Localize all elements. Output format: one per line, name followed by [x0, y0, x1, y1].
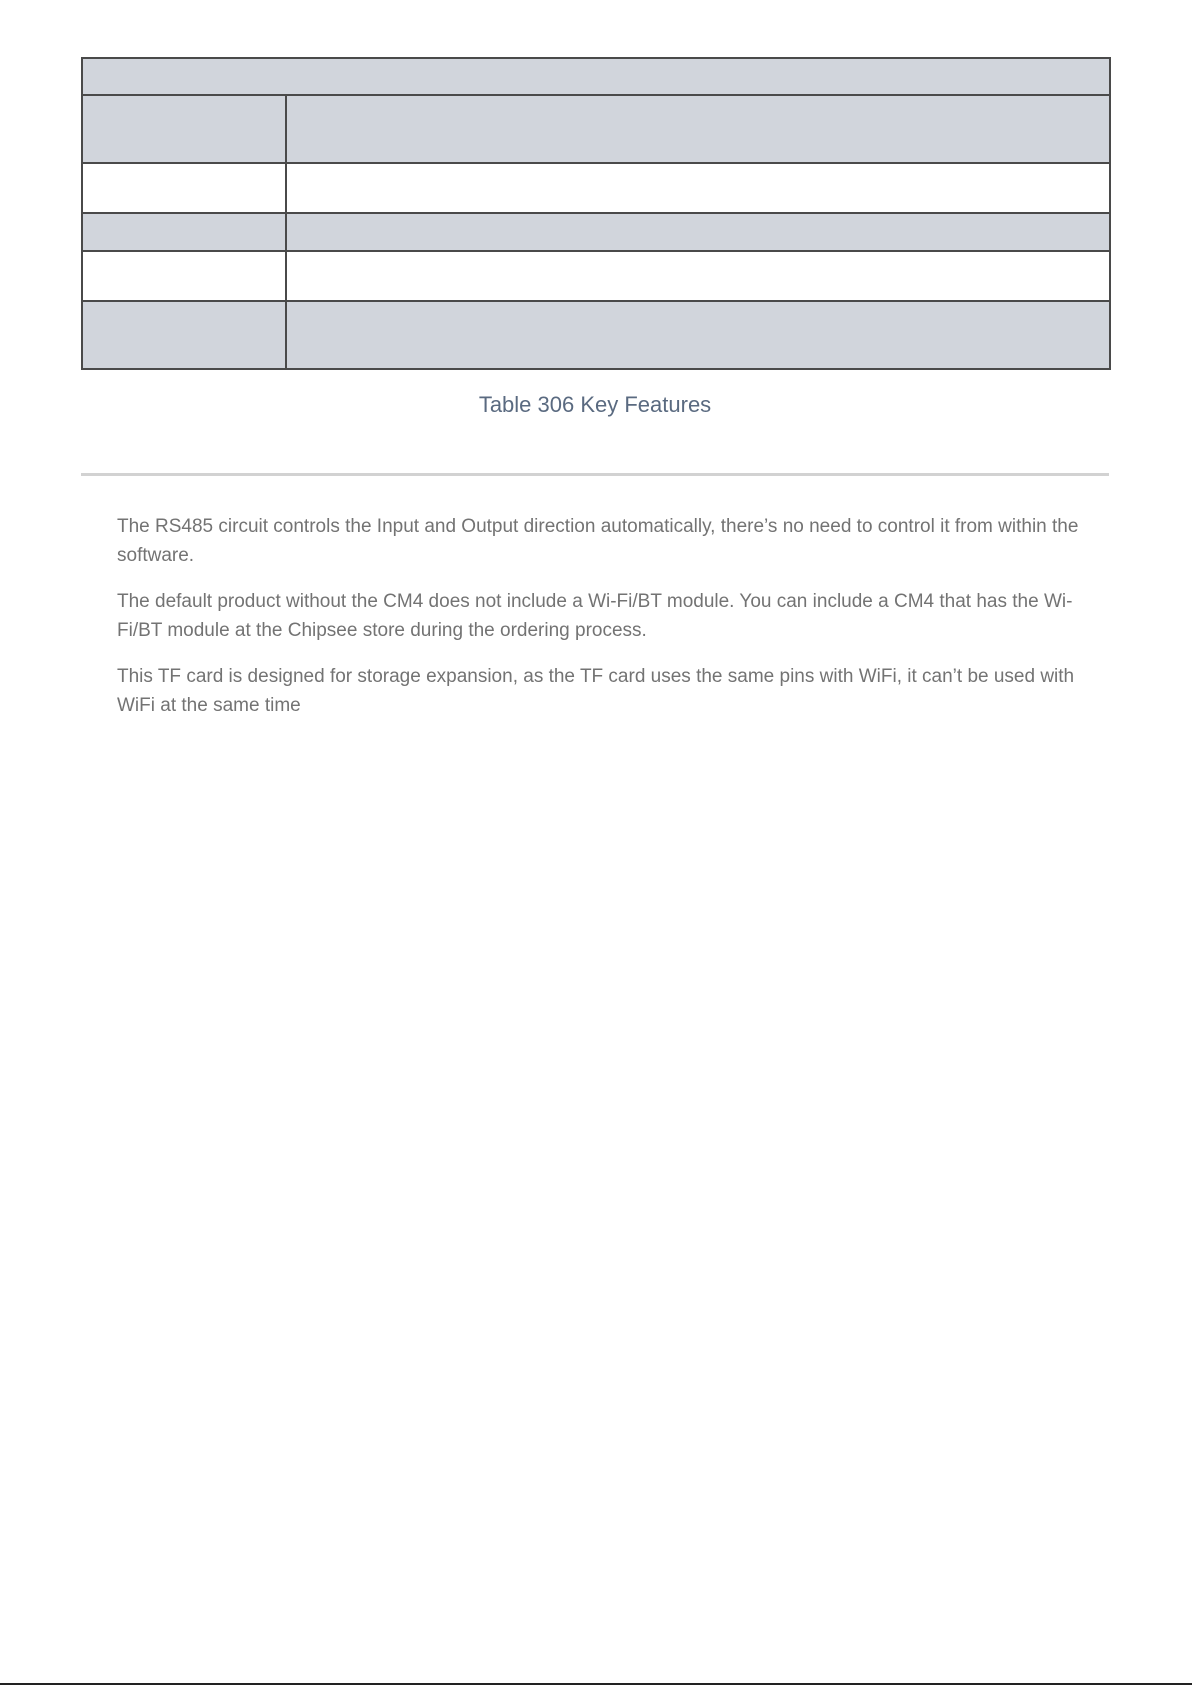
table-cell-value: [286, 95, 1110, 163]
table-row: [82, 213, 1110, 251]
table-cell-value: [286, 163, 1110, 213]
table-cell-label: [82, 163, 286, 213]
table-row: [82, 251, 1110, 301]
note-rs485: The RS485 circuit controls the Input and Output direction automatically, there’s no need to control it from within the software.: [117, 516, 1079, 566]
note-wifi-bt: The default product without the CM4 does not include a Wi-Fi/BT module. You can include a CM4 that has the Wi-Fi/BT module at the Chipsee store during the ordering process.: [117, 591, 1073, 641]
table-header-row: [82, 58, 1110, 95]
table-cell-label: [82, 95, 286, 163]
section-divider: [81, 473, 1109, 476]
table-header-cell: [82, 58, 1110, 95]
table-row: [82, 95, 1110, 163]
table-cell-label: [82, 301, 286, 369]
table-caption: Table 306 Key Features: [478, 392, 712, 417]
table-cell-value: [286, 251, 1110, 301]
table-cell-label: [82, 213, 286, 251]
table-row: [82, 301, 1110, 369]
notes-section: [117, 512, 1097, 737]
note-tf-card: This TF card is designed for storage expansion, as the TF card uses the same pins with WiFi, it can’t be used with WiFi at the same time: [117, 666, 1075, 716]
table-row: [82, 163, 1110, 213]
key-features-table: [81, 57, 1111, 370]
table-cell-value: [286, 301, 1110, 369]
table-cell-label: [82, 251, 286, 301]
table-cell-value: [286, 213, 1110, 251]
